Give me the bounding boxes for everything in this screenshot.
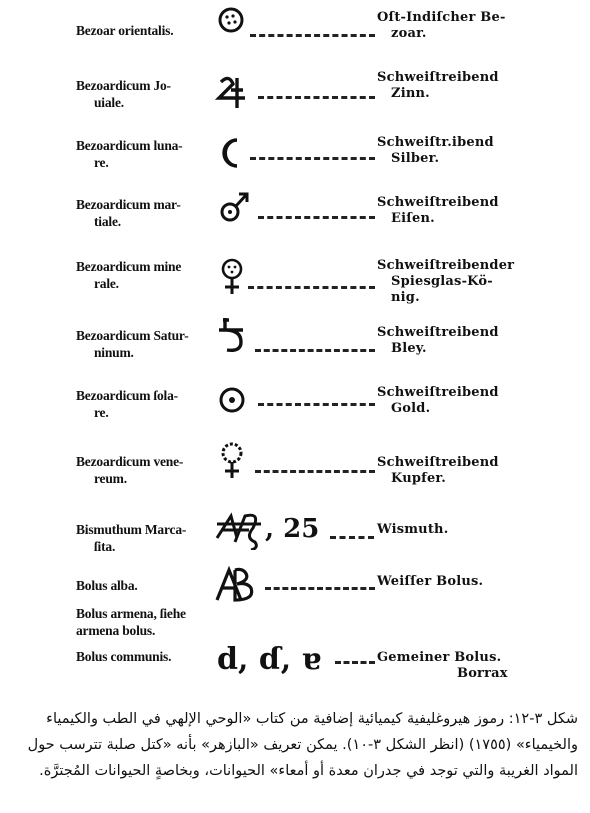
german-name [377,195,527,227]
latin-name [76,605,216,639]
latin-line: re. [94,405,109,420]
german-line: Bley. [391,341,427,356]
dash-line [330,536,374,542]
latin-line: Bolus alba. [76,578,138,593]
german-line: Schweiſtreibender [377,258,515,273]
dash-line [258,216,375,222]
german-name [377,522,527,538]
latin-line: uiale. [94,95,124,110]
german-line: Schweiſtreibend [377,325,499,340]
latin-line: Bezoardicum mar- [76,197,181,212]
german-line: Borrax [457,666,508,681]
latin-line: Bezoardicum ſola- [76,388,178,403]
latin-line: Bezoar orientalis. [76,23,174,38]
latin-line: reum. [94,471,127,486]
german-line: Weiſſer Bolus. [377,574,484,589]
german-line: Schweiſtreibend [377,70,499,85]
bolus-communis-symbols-icon: d, ɗ, ɐ [217,642,322,677]
mars-symbol-icon [215,186,255,226]
latin-line: re. [94,155,109,170]
dash-line [255,470,375,476]
latin-name [76,648,211,665]
dash-line [248,286,375,292]
german-line: Gemeiner Bolus. [377,650,502,665]
latin-name [76,137,211,171]
sun-symbol-icon [215,380,255,420]
latin-line: armena bolus. [76,623,156,638]
latin-line: Bismuthum Marca- [76,522,187,537]
german-line: Wismuth. [377,522,449,537]
german-name [377,135,527,167]
latin-name [76,258,211,292]
latin-name [76,521,211,555]
dash-line [265,587,375,593]
latin-name [76,577,211,594]
german-line: Schweiſtreibend [377,455,499,470]
german-line: Eiſen. [391,211,435,226]
latin-line: Bolus armena, ſiehe [76,606,186,621]
latin-line: Bolus communis. [76,649,172,664]
german-line: zoar. [391,26,427,41]
circle-dot-symbol-icon [215,2,255,42]
latin-name [76,22,211,39]
venus-symbol-icon [215,440,255,480]
german-line: Schweiſtr.ibend [377,135,494,150]
german-name [377,325,527,357]
latin-line: Bezoardicum luna- [76,138,183,153]
latin-name [76,453,211,487]
dash-line [335,661,375,667]
german-line: Gold. [391,401,431,416]
german-line: Zinn. [391,86,430,101]
german-line: Oſt-Indiſcher Be- [377,10,506,25]
german-name [377,385,527,417]
german-name [377,70,527,102]
latin-name [76,77,211,111]
bismuth-symbol-icon [215,510,267,550]
latin-name [76,387,211,421]
latin-name [76,327,211,361]
german-name [377,574,527,590]
saturn-symbol-icon [215,316,255,356]
latin-line: Bezoardicum vene- [76,454,184,469]
dash-line [250,157,375,163]
figure-caption: شكل ٣-١٢: رموز هيروغليفية كيميائية إضافية من كتاب «الوحي الإلهي في الطب والكيمياء والخيمياء» (١٧٥٥) (انظر الشكل ٣-١٠). يمكن تعريف «البازهر» بأنه «كتل صلبة تترسب حول المواد الغريبة والتي توجد في جدران معدة أو أمعاء» الحيوانات، وبخاصةٍ الحيوانات المُجترَّة. [27,711,578,779]
german-name [377,10,527,42]
dash-line [258,96,375,102]
german-line: Kupfer. [391,471,446,486]
latin-line: Bezoardicum mine [76,259,182,274]
german-name [377,455,527,487]
latin-line: ninum. [94,345,134,360]
german-name [377,258,527,306]
jupiter-symbol-icon [215,70,255,110]
latin-line: Bezoardicum Satur- [76,328,189,343]
latin-line: Bezoardicum Jo- [76,78,171,93]
german-line: Schweiſtreibend [377,195,499,210]
bismuth-extra-glyphs: , 25 [265,514,320,544]
moon-symbol-icon [215,134,255,174]
german-line: Spiesglas-Kö- [391,274,493,289]
latin-name [76,196,211,230]
ab-symbol-icon [215,566,261,606]
dash-line [258,403,375,409]
dash-line [250,34,375,40]
latin-line: tiale. [94,214,121,229]
latin-line: ſita. [94,539,116,554]
german-line: nig. [391,290,420,305]
german-line: Schweiſtreibend [377,385,499,400]
latin-line: rale. [94,276,119,291]
dash-line [255,349,375,355]
german-name [377,650,527,682]
german-line: Silber. [391,151,440,166]
